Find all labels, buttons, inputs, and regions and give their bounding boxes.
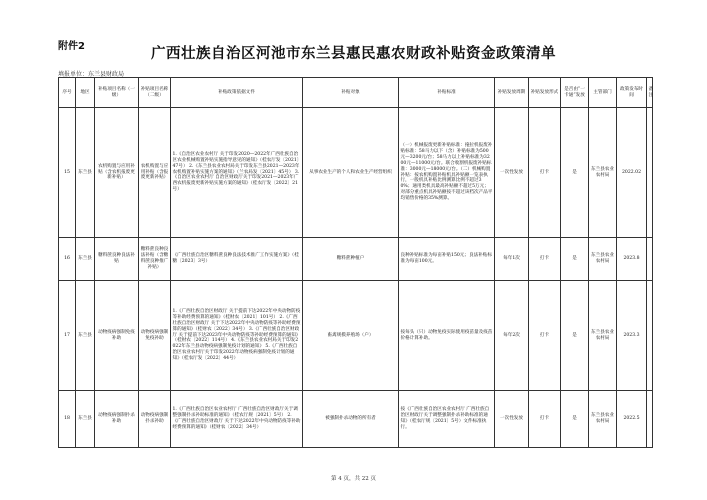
cell-item2: 动物疫病强制扑杀补助 xyxy=(139,391,171,448)
table-row xyxy=(59,391,653,448)
cell-dept: 东兰县农业农村局 xyxy=(589,281,617,391)
table-row xyxy=(59,281,653,391)
header-date: 政策发布时间 xyxy=(617,78,647,108)
cell-object: 被强制扑杀动物的所有者 xyxy=(303,391,399,448)
cell-dept: 东兰县农业农村局 xyxy=(589,108,617,238)
cell-basis: 《广西壮族自治区糖料蔗良种良法技术推广工作实施方案》（桂糖〔2023〕3号） xyxy=(171,238,303,281)
header-card: 是否由“一卡通”发放 xyxy=(561,78,589,108)
cell-form: 打卡 xyxy=(529,108,561,238)
cell-standard: （一）机械报废更新补贴标准：拖拉机报废补贴标准：58马力以下（含）补贴标准为500元—3200元/台；58马力以上补贴标准为3200元—11000元/台。联合收割机报废补贴标准：3000元—18000元/台。（二）机械购置补贴：按农机购置补贴机具补贴额一览表执行，一般机具补贴比例测算比例不超过30%；通用类机具最高补贴额不超过5万元；对部分重点机具补贴额按不超过该档次产品平均销售价格的35%测算。 xyxy=(399,108,495,238)
cell-period: 一次性发放 xyxy=(495,391,529,448)
header-item2: 补贴项目名称（二级） xyxy=(139,78,171,108)
cell-no: 18 xyxy=(59,391,76,448)
cell-date: 2023.3 xyxy=(617,281,647,391)
header-region: 地区 xyxy=(76,78,95,108)
reporting-unit: 填报单位：东兰县财政局 xyxy=(58,71,125,78)
cell-item1: 糖料蔗良种良法补贴 xyxy=(95,238,139,281)
cell-region: 东兰县 xyxy=(76,281,95,391)
cell-date: 2022.5 xyxy=(617,391,647,448)
header-object: 补贴对象 xyxy=(303,78,399,108)
cell-card: 是 xyxy=(561,281,589,391)
header-form: 补贴发放形式 xyxy=(529,78,561,108)
cell-region: 东兰县 xyxy=(76,108,95,238)
cell-date: 2023.8 xyxy=(617,238,647,281)
cell-form: 打卡 xyxy=(529,238,561,281)
header-period: 补贴发放周期 xyxy=(495,78,529,108)
header-dept: 主管部门 xyxy=(589,78,617,108)
cell-standard: 按每头（只）动物免疫实际使用疫苗量及疫苗价格计算补助。 xyxy=(399,281,495,391)
cell-object: 糖料蔗种植户 xyxy=(303,238,399,281)
header-basis: 补贴政策依据文件 xyxy=(171,78,303,108)
header-item1: 补贴项目名称（一级） xyxy=(95,78,139,108)
cell-period: 一次性发放 xyxy=(495,108,529,238)
cell-region: 东兰县 xyxy=(76,391,95,448)
cell-standard: 按《广西壮族自治区农业农村厅 广西壮族自治区财政厅关于调整强制扑杀补助标准的通知》（桂农厅规〔2021〕5号）文件标准执行。 xyxy=(399,391,495,448)
cell-region: 东兰县 xyxy=(76,238,95,281)
cell-object: 从事农业生产的个人和农业生产经营组织 xyxy=(303,108,399,238)
cell-remark xyxy=(647,238,653,281)
cell-object: 畜禽规模养殖场（户） xyxy=(303,281,399,391)
cell-card: 是 xyxy=(561,108,589,238)
cell-basis: 1.《广西壮族自治区财政厅 关于提前下达2022年中央动物防疫等补助经费预算的通知》（桂财农〔2021〕101号） 2.《广西壮族自治区财政厅 关于下达2022年中央动物防疫等补助经费预算的通知》（桂财农〔2022〕34号） 3.《广西壮族自治区财政厅 关于提前下达2023年中央动物防疫等补助经费预算的通知》（桂财农〔2022〕114号） 4.《东兰县农业农村局关于印发2022年东兰县动物疫病强制免疫计划的通知》 5.《广西壮族自治区农业农村厅关于印发2022年动物疫病强制免疫计划的通知》（桂农厅发〔2022〕44号） xyxy=(171,281,303,391)
cell-basis: 1.《自治区农业农村厅 关于印发2020—2022年广西壮族自治区农业机械购置补贴实施指导意见的通知》（桂农厅发〔2021〕47号） 2.《东兰县农业农村局关于印发东兰县2021—2023年农机购置补贴实施方案的通知》（兰农局发〔2021〕45号） 3.《自治区农业农村厅 自治区财政厅关于印发2021—2023年广西农机报废更新补贴实施方案的通知》（桂农厅发〔2022〕21号） xyxy=(171,108,303,238)
cell-date: 2022.02 xyxy=(617,108,647,238)
cell-remark xyxy=(647,391,653,448)
cell-card: 是 xyxy=(561,238,589,281)
cell-no: 15 xyxy=(59,108,76,238)
header-remark: 备注 xyxy=(647,78,653,108)
cell-item1: 动物疫病强制扑杀补助 xyxy=(95,391,139,448)
cell-item2: 动物疫病强制免疫补助 xyxy=(139,281,171,391)
document-title: 广西壮族自治区河池市东兰县惠民惠农财政补贴资金政策清单 xyxy=(151,45,556,62)
cell-no: 17 xyxy=(59,281,76,391)
cell-period: 每年2次 xyxy=(495,281,529,391)
attachment-label: 附件2 xyxy=(58,41,85,52)
header-standard: 补贴标准 xyxy=(399,78,495,108)
cell-card: 是 xyxy=(561,391,589,448)
cell-item2: 糖料蔗良种良法补贴（含糖料蔗良种推广补贴） xyxy=(139,238,171,281)
cell-remark xyxy=(647,108,653,238)
cell-form: 打卡 xyxy=(529,391,561,448)
cell-dept: 东兰县农业农村局 xyxy=(589,238,617,281)
cell-standard: 良种补贴标准为每亩补贴150元；良法补贴标准为每亩100元。 xyxy=(399,238,495,281)
header-no: 序号 xyxy=(59,78,76,108)
table-row xyxy=(59,108,653,238)
policy-table xyxy=(58,77,653,448)
cell-period: 每年1次 xyxy=(495,238,529,281)
table-header-row xyxy=(59,78,653,108)
cell-basis: 1.《广西壮族自治区农业农村厅 广西壮族自治区财政厅关于调整强制扑杀补助标准的通知》（桂农厅规〔2021〕5号） 2.《广西壮族自治区财政厅 关于下达2022年中央动物防疫等补助经费预算的通知》（桂财农〔2022〕34号） xyxy=(171,391,303,448)
table-row xyxy=(59,238,653,281)
cell-item2: 农机购置与应用补贴（含报废更新补贴） xyxy=(139,108,171,238)
cell-form: 打卡 xyxy=(529,281,561,391)
page-number: 第 4 页，共 22 页 xyxy=(331,476,376,482)
cell-remark xyxy=(647,281,653,391)
cell-no: 16 xyxy=(59,238,76,281)
cell-item1: 动物疫病强制免疫补助 xyxy=(95,281,139,391)
cell-item1: 农机购置与应用补贴（含农机报废更新补贴） xyxy=(95,108,139,238)
cell-dept: 东兰县农业农村局 xyxy=(589,391,617,448)
